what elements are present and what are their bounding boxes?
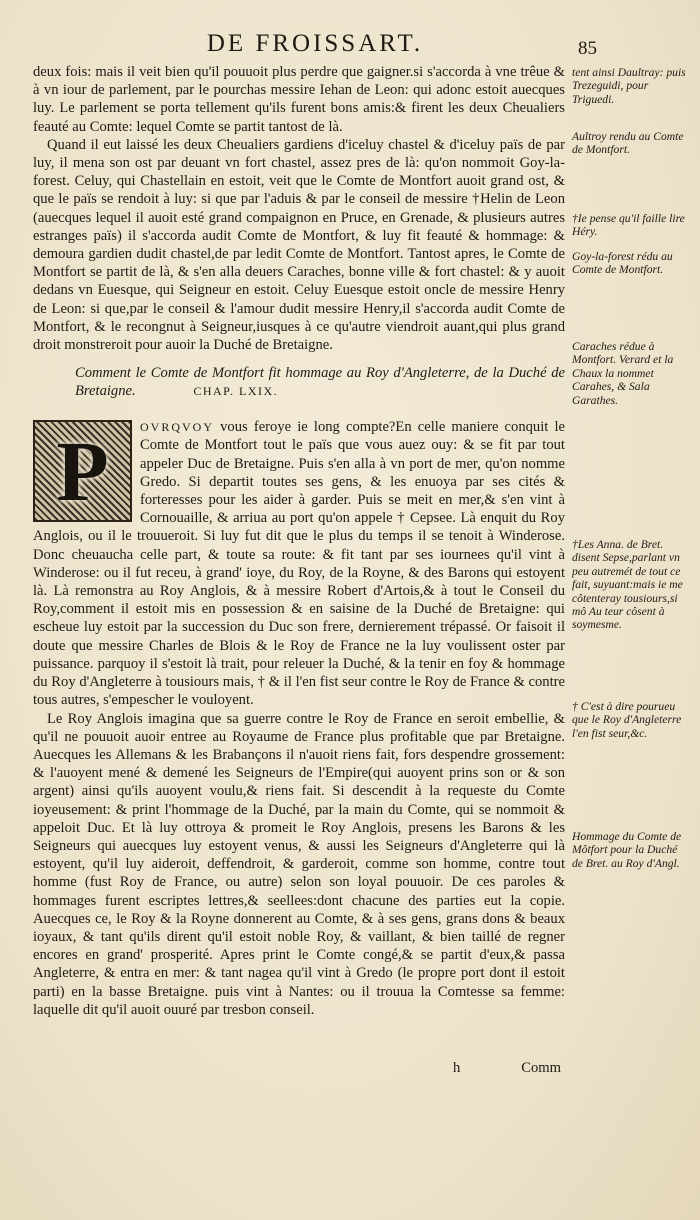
page-footer [33,1060,565,1082]
margin-note: Caraches rédue à Montfort. Verard et la Chaux la nommet Carahes, & Sala Garathes. [572,340,674,407]
chapter-number: CHAP. LXIX. [193,384,279,399]
main-text [33,63,565,1019]
signature-mark: h [453,1060,461,1076]
page-number: 85 [578,38,597,59]
paragraph-4: Le Roy Anglois imagina que sa guerre contre le Roy de France en seroit embellie, & qu'il ne pouuoit auoir entree au Royaume de France plus profitable que par Bretaigne. Auecques les Allemans & les Brabançons il n'auoit riens fait, fors despendre grossement: & l'auoyent mené & demené les Seigneurs de l'Empire(qui auoyent prins son or & son argent) ainsi qu'ils auoyent voulu,& riens fait. Si descendit à la requeste du Comte ioyeusement: & print l'hommage de la Duché, par la main du Comte, qui se nommoit & appeloit Duc. Et là luy ottroya & promeit le Roy Anglois, presens les Barons & les Seigneurs qui auecques luy estoyent venus, & aussi les Seigneurs d'Angleterre qui là estoyent, qu'il luy aideroit, deffendroit, & garderoit, comme son homme, contre tout homme (fust Roy de France, ou autre) selon son loyal pouuoir. De ces paroles & hommages furent escriptes lettres,& seellees:dont chacune des parties eut la copie. Auecques ce, le Roy & la Royne donnerent au Comte, & à ses gens, grans dons & beaux ioyaux, & tant qu'ils dirent qu'il estoit noble Roy, & vaillant, & bien taillé de regner encores en grand' prosperité. Apres print le Comte congé,& se partit d'eux,& passa Angleterre, & entra en mer: & tant nagea qu'il vint à Gredo (le propre port dont il estoit parti) en la basse Bretaigne. puis vint à Nantes: ou il trouua la Comtesse sa femme: laquelle dit qu'il auoit ouuré par tresbon conseil. [33,710,565,1018]
margin-note: Hommage du Comte de Môtfort pour la Duché de Bret. au Roy d'Angl. [572,830,682,870]
margin-note: †Les Anna. de Bret. disent Sepse,parlant vn peu autremét de tout ce fait, suyuant:mais ie me côtenteray tousiours,si mô Au teur côsent à soymesme. [572,538,683,632]
chapter-title: Comment le Comte de Montfort fit hommage au Roy d'Angleterre, de la Duché de Bretaigne. [75,365,565,400]
decorated-initial: P [33,420,132,522]
margin-note: Goy-la-forest rédu au Comte de Montfort. [572,250,673,277]
catchword: Comm [521,1060,561,1076]
margin-note: Aultroy rendu au Comte de Montfort. [572,130,684,157]
paragraph-3 [33,418,565,709]
margin-note: tent ainsi Daultray: puis Trezeguidi, pour Triguedi. [572,66,686,106]
paragraph-3-text: vous feroye ie long compte?En celle maniere conquit le Comte de Montfort tout le païs que vous auez ouy: & se fit par tout appeler Duc de Bretaigne. Puis s'en alla à vn port de mer, qu'on nomme Gredo. Si departit toutes ses gens, & les enuoya par ses cités & forteresses pour les aider à garder. Puis se meit en mer,& s'en vint à Cornouaille, & arriua au port qu'on appele † Cepsee. Là enquit du Roy Anglois, ou il le trouueroit. Si luy fut dit que le plus du temps il se tenoit à Winderose. Donc cheuaucha celle part, & toute sa route: & fit tant par ses iournees qu'il vint à Winderose: ou il fut receu, à grand' ioye, du Roy, de la Royne, & des Barons qui estoyent là. Là remonstra au Roy Anglois, & à messire Robert d'Artois,& à tout le Conseil du Roy,comment il estoit mis en possession & en saisine de la Duché de Bretaigne: qui escheue luy estoit par la succession du Duc son frere, dernierement trépassé. Or faisoit il doute que messire Charles de Blois & le Roy de France ne la luy voulissent oster par puissance. parquoy il s'estoit là trait, pour releuer la Duché, & la tenir en foy & hommage du Roy d'Angleterre à tousiours mais, † & il l'en fist seur contre le Roy de France & contre tous autres, s'empescher le vouloyent. [33,419,565,709]
margin-note: † C'est à dire pourueu que le Roy d'Angleterre l'en fist seur,&c. [572,700,682,740]
running-head: DE FROISSART. [206,30,424,57]
margin-note: †Ie pense qu'il faille lire Héry. [572,212,685,239]
paragraph-1: deux fois: mais il veit bien qu'il pouuoit plus perdre que gaigner.si s'accorda à vne trêue & à vn iour de parlement, par le pourchas messire Iehan de Leon: qui adonc estoit auecques luy. Le parlement se porta tellement qu'ils furent bons amis:& firent les deux Cheualiers feauté au Comte: lequel Comte se partit tantost de là. [33,64,565,135]
paragraph-2: Quand il eut laissé les deux Cheualiers gardiens d'iceluy chastel & d'iceluy païs de par luy, il mena son ost par deuant vn fort chastel, assez pres de là: qu'on nommoit Goy-la-forest. Celuy, qui Chastellain en estoit, veit que le Comte de Montfort auoit grand ost, & que le païs se rendoit à luy: si que par l'aduis & par le conseil de messire †Helin de Leon (auecques lequel il auoit esté grand compaignon en Pruce, en Grenade, & plusieurs autres estranges païs) il s'accorda audit Comte de Montfort, & luy fit feauté & hommage: & demoura gardien dudit chastel,de par ledit Comte de Montfort. Tantost apres, le Comte de Montfort se partit de là, & s'en alla deuers Caraches, bonne ville & fort chastel: & y auoit dedans vn Euesque, qui Seigneur en estoit. Celuy Euesque estoit oncle de messire Henry de Leon: si que,par le conseil & l'amour dudit messire Henry,il s'accorda audit Comte de Montfort, & le recongnut à Seigneur,iusques à ce qu'autre viendroit auant,qui plus grand droit monstreroit pour auoir la Duché de Bretaigne. [33,136,565,354]
chapter-heading [75,364,565,400]
small-caps-lead: OVRQVOY [140,420,214,435]
